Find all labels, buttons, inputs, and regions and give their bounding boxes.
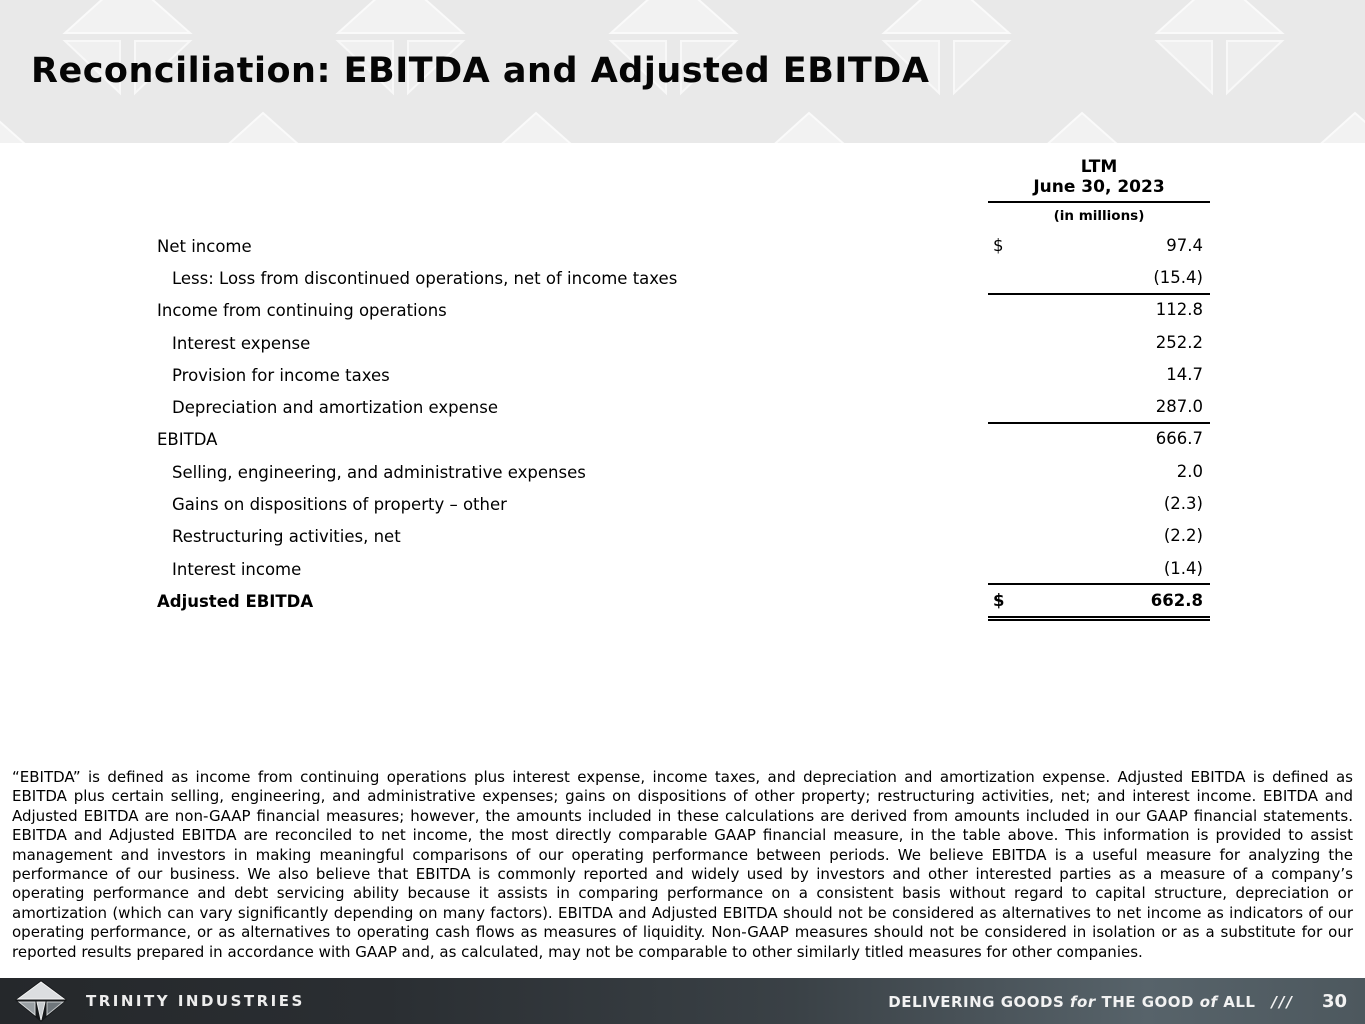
tagline-part: THE GOOD xyxy=(1095,992,1200,1011)
row-label: Interest income xyxy=(172,559,302,579)
row-amount: 287.0 xyxy=(1155,397,1203,417)
footer-right xyxy=(888,991,1365,1012)
row-label: Income from continuing operations xyxy=(157,301,447,321)
table-row xyxy=(157,424,1210,456)
row-label: Net income xyxy=(157,236,252,256)
footnote-text: “EBITDA” is defined as income from continuing operations plus interest expense, income taxes, and depreciation and amortization expense. Adjusted EBITDA is defined as EBITDA plus certain selling, engineering, and administrative expenses; gains on dispositions of other property; restructuring activities, net; and interest income. EBITDA and Adjusted EBITDA are non-GAAP financial measures; however, the amounts included in these calculations are derived from amounts included in our GAAP financial statements. EBITDA and Adjusted EBITDA are reconciled to net income, the most directly comparable GAAP financial measure, in the table above. This information is provided to assist management and investors in making meaningful comparisons of our operating performance between periods. We believe EBITDA is a useful measure for analyzing the performance of our business. We also believe that EBITDA is commonly reported and widely used by investors and other interested parties as a measure of a company’s operating performance and debt servicing ability because it assists in comparing performance on a consistent basis without regard to capital structure, depreciation or amortization (which can vary significantly depending on many factors). EBITDA and Adjusted EBITDA should not be considered as alternatives to net income as indicators of our operating performance, or as alternatives to operating cash flows as measures of liquidity. Non-GAAP measures should not be considered in isolation or as a substitute for our reported results prepared in accordance with GAAP and, as calculated, may not be comparable to other similarly titled measures for other companies. xyxy=(12,768,1353,961)
row-label: Selling, engineering, and administrative expenses xyxy=(172,462,586,482)
tagline-part: DELIVERING GOODS xyxy=(888,992,1070,1011)
row-amount: 252.2 xyxy=(1155,332,1203,352)
row-amount: (1.4) xyxy=(1163,558,1203,578)
row-amount: 666.7 xyxy=(1155,429,1203,449)
company-name: TRINITY INDUSTRIES xyxy=(86,992,305,1010)
row-value xyxy=(988,521,1210,553)
table-row xyxy=(157,359,1210,391)
trinity-logo-icon xyxy=(14,980,68,1022)
period-label-line2: June 30, 2023 xyxy=(988,177,1210,203)
row-label: Interest expense xyxy=(172,333,311,353)
table-row xyxy=(157,488,1210,520)
row-amount: (2.3) xyxy=(1163,494,1203,514)
table-row xyxy=(157,295,1210,327)
reconciliation-table xyxy=(157,158,1210,618)
row-label: EBITDA xyxy=(157,430,218,450)
row-amount: 112.8 xyxy=(1155,300,1203,320)
row-amount: (2.2) xyxy=(1163,526,1203,546)
row-value xyxy=(988,230,1210,262)
row-value xyxy=(988,295,1210,327)
footer-tagline xyxy=(888,993,1255,1011)
table-row xyxy=(157,456,1210,488)
table-row xyxy=(157,230,1210,262)
tagline-part-italic: for xyxy=(1070,992,1096,1011)
row-label: Restructuring activities, net xyxy=(172,527,401,547)
row-value xyxy=(988,359,1210,391)
footer-separator: /// xyxy=(1271,992,1294,1011)
units-label: (in millions) xyxy=(1053,208,1145,224)
currency-symbol: $ xyxy=(993,590,1005,610)
table-row xyxy=(157,585,1210,617)
row-value xyxy=(988,424,1210,456)
row-value xyxy=(988,327,1210,359)
page-title: Reconciliation: EBITDA and Adjusted EBITDA xyxy=(31,50,930,91)
period-label-line1: LTM xyxy=(1080,157,1118,177)
row-value xyxy=(988,391,1210,423)
table-row xyxy=(157,262,1210,294)
currency-symbol: $ xyxy=(993,235,1004,255)
row-value xyxy=(988,488,1210,520)
tagline-part-italic: of xyxy=(1199,992,1218,1011)
row-amount: 2.0 xyxy=(1176,461,1203,481)
table-row xyxy=(157,553,1210,585)
row-amount: 97.4 xyxy=(1166,235,1203,255)
row-amount: (15.4) xyxy=(1153,267,1203,287)
table-rows xyxy=(157,230,1210,618)
page-number: 30 xyxy=(1321,990,1347,1012)
row-label: Adjusted EBITDA xyxy=(157,591,314,611)
row-label: Provision for income taxes xyxy=(172,365,390,385)
row-label: Gains on dispositions of property – other xyxy=(172,495,507,515)
row-value xyxy=(988,553,1210,585)
row-value xyxy=(988,456,1210,488)
row-amount: 662.8 xyxy=(1150,590,1203,610)
footer-bar xyxy=(0,978,1365,1024)
tagline-part: ALL xyxy=(1217,992,1256,1011)
table-row xyxy=(157,391,1210,423)
row-value xyxy=(988,585,1210,617)
header-band xyxy=(0,0,1365,143)
table-row xyxy=(157,521,1210,553)
row-amount: 14.7 xyxy=(1166,364,1203,384)
row-value xyxy=(988,262,1210,294)
table-row xyxy=(157,327,1210,359)
table-column-header xyxy=(988,158,1210,230)
row-label: Depreciation and amortization expense xyxy=(172,398,499,418)
row-label: Less: Loss from discontinued operations, net of income taxes xyxy=(172,268,678,288)
